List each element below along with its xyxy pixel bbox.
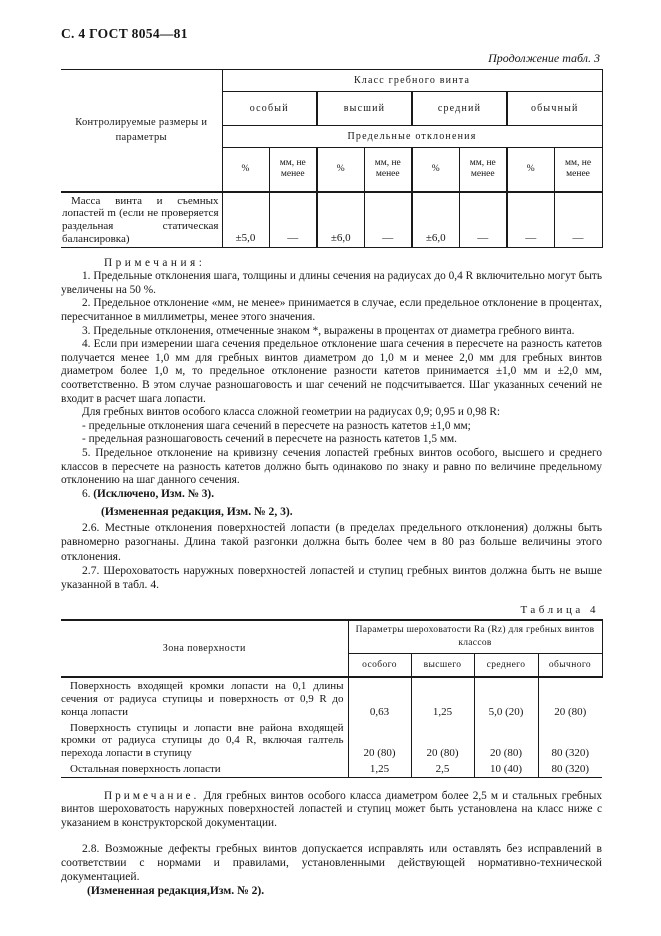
table3-value-cell: — [554,192,602,248]
table3-value-cell: ±6,0 [317,192,364,248]
table4-value-cell: 20 (80) [348,720,411,761]
note-1: 1. Предельные отклонения шага, толщины и длины сечения на радиусах до 0,4 R включительно могут быть увеличены на 50 %. [61,270,602,296]
table3-unit-cell: мм, не менее [364,148,412,192]
amended-note-1: (Измененная редакция, Изм. № 2, 3). [101,505,293,519]
note-6 [61,488,602,502]
page-header: С. 4 ГОСТ 8054—81 [61,26,188,41]
table3-unit-cell: % [222,148,269,192]
table4-caption: Таблица 4 [520,604,599,617]
para-2-7: 2.7. Шероховатость наружных поверхностей лопастей и ступиц гребных винтов должна быть не выше указанной в табл. 4. [61,563,602,591]
note-3: 3. Предельные отклонения, отмеченные знаком *, выражены в процентах от диаметра гребного винта. [82,324,575,337]
table4-params-header: Параметры шероховатости Ra (Rz) для гребных винтов классов [348,620,602,653]
table4-note [61,790,602,831]
note-2: 2. Предельное отклонение «мм, не менее» принимается в случае, если предельное отклонение в процентах, пересчитанное в миллиметры, менее этого значения. [61,297,602,324]
table4-class-vysshego: высшего [411,653,474,677]
para-2-8: 2.8. Возможные дефекты гребных винтов допускается исправлять или оставлять без исправлений в соответствии с нормами и правилами, установленными действующей нормативно-технической документацией. [61,841,602,883]
table4-value-cell: 1,25 [348,761,411,777]
table3-value-cell: ±5,0 [222,192,269,248]
table3-value-cell: — [269,192,317,248]
table3-unit-cell: % [317,148,364,192]
note-5: 5. Предельное отклонение на кривизну сечения лопастей гребных винтов особого, высшего и среднего классов в пересчете на разность катетов должно быть одинаково по знаку и равно по величине предельному отклонению на шаг данного сечения. [61,447,602,487]
table3-class-header: Класс гребного винта [222,70,602,92]
table3-value-cell: — [507,192,554,248]
table3-class-osobyi: особый [222,92,317,126]
document-page [61,0,602,898]
table4-value-cell: 1,25 [411,677,474,719]
table4-value-cell: 5,0 (20) [474,677,538,719]
table4-class-obychnogo: обычного [538,653,602,677]
table-3 [61,69,603,248]
table3-caption: Продолжение табл. 3 [488,51,600,65]
table4-value-cell: 80 (320) [538,761,602,777]
table4-class-osobogo: особого [348,653,411,677]
note-6-number: 6. [82,487,94,500]
note-4: 4. Если при измерении шага сечения предельное отклонение шага сечения в пересчете на разность катетов получается менее 1,0 мм для гребных винтов диаметром до 1,0 м и менее 2,0 мм для гребных винтов диаметром более 1,0 м, то предельное отклонение разности катетов принимается ±1,0 мм и ±2,0 мм, соответственно. В этом случае разношаговость и шаг сечений не подсчитывается. Шаг указанных сечений не входит в расчет шага лопасти. [61,338,602,405]
table4-zone-header: Зона поверхности [61,620,348,677]
table3-unit-cell: мм, не менее [269,148,317,192]
table3-unit-cell: мм, не менее [554,148,602,192]
table3-value-cell: — [364,192,412,248]
table4-row1-label: Поверхность входящей кромки лопасти на 0,1 длины сечения от радиуса ступицы и поверхность от 0,9 R до конца лопасти [61,680,344,718]
table3-class-srednii: средний [412,92,507,126]
table3-value-cell: ±6,0 [412,192,459,248]
table3-left-header: Контролируемые размеры и параметры [61,70,222,192]
table3-unit-cell: % [412,148,459,192]
amended-note-2: (Измененная редакция,Изм. № 2). [87,884,265,898]
para-2-6: 2.6. Местные отклонения поверхностей лопасти (в пределах предельного отклонения) должны быть равномерно разогнаны. Длина такой разгонки должна быть более чем в 80 раз больше величины этого отклонения. [61,521,602,563]
table4-value-cell: 10 (40) [474,761,538,777]
table4-note-label: Примечание. [104,789,200,802]
table3-class-vysshii: высший [317,92,412,126]
table4-class-srednego: среднего [474,653,538,677]
table4-row2-label: Поверхность ступицы и лопасти вне района входящей кромки от радиуса ступицы до 0,4 R, включая галтель перехода лопасти в ступицу [61,721,344,760]
table3-unit-cell: % [507,148,554,192]
table3-row-label: Масса винта и съемных лопастей m (если не проверяется раздельная статическая балансировка) [61,192,222,248]
table-4 [61,619,603,778]
table4-row3-label: Остальная поверхность лопасти [61,761,348,777]
table4-value-cell: 2,5 [411,761,474,777]
table4-value-cell: 0,63 [348,677,411,719]
table4-value-cell: 20 (80) [474,720,538,761]
note-4-sub-2: - предельная разношаговость сечений в пересчете на разность катетов 1,5 мм. [82,433,457,446]
table3-unit-cell: мм, не менее [459,148,507,192]
note-6-excluded: (Исключено, Изм. № 3). [93,487,215,500]
table3-deviations-header: Предельные отклонения [222,126,602,148]
table4-value-cell: 80 (320) [538,720,602,761]
notes-block [61,257,602,502]
table4-value-cell: 20 (80) [538,677,602,719]
note-4-sub-intro: Для гребных винтов особого класса сложной геометрии на радиусах 0,9; 0,95 и 0,98 R: [82,406,501,419]
notes-title: Примечания: [104,256,206,269]
note-4-sub-1: - предельные отклонения шага сечений в пересчете на разность катетов ±1,0 мм; [82,419,471,432]
table3-value-cell: — [459,192,507,248]
table4-note-text: Для гребных винтов особого класса диаметром более 2,5 м и стальных гребных винтов шероховатость наружных поверхностей лопастей и ступиц может быть установлена на класс ниже с указанием в конструкторской документации. [61,789,603,829]
table4-value-cell: 20 (80) [411,720,474,761]
table3-class-obychnyi: обычный [507,92,602,126]
